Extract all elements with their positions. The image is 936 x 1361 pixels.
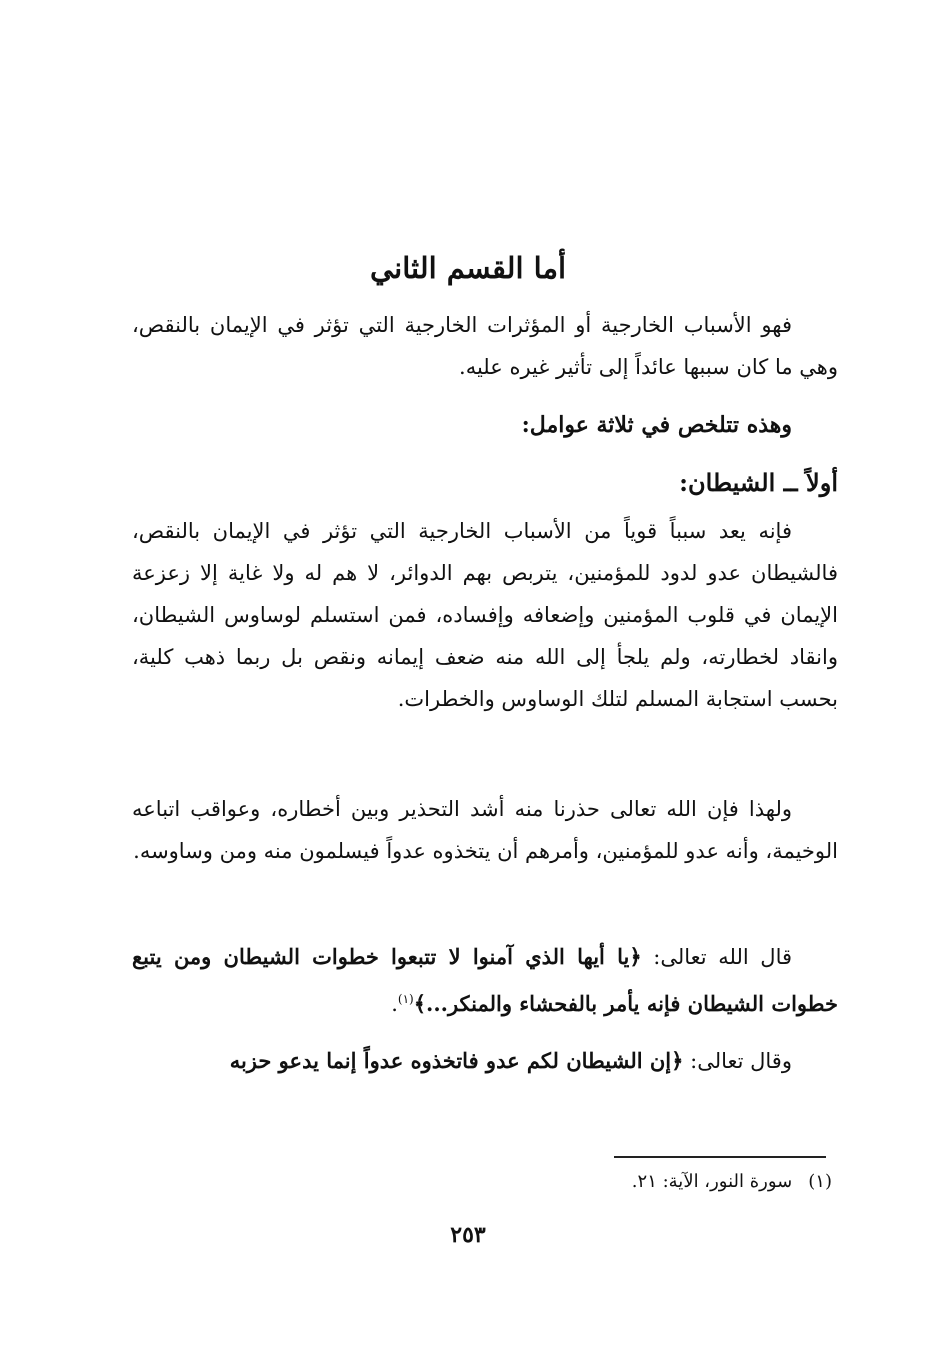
page-number: ٢٥٣ [450, 1222, 486, 1248]
quote-1-verse: ﴿يا أيها الذي آمنوا لا تتبعوا خطوات الشيطان ومن يتبع خطوات الشيطان فإنه يأمر بالفحشاء والمنكر...﴾ [132, 944, 838, 1016]
paragraph-warning [132, 788, 838, 872]
footnote-divider [614, 1156, 826, 1158]
summary-line-text: وهذه تتلخص في ثلاثة عوامل: [521, 412, 792, 438]
quote-2-verse: ﴿إن الشيطان لكم عدو فاتخذوه عدواً إنما يدعو حزبه [229, 1048, 684, 1073]
footnote [632, 1168, 832, 1196]
footnote-reference: (١) [397, 992, 414, 1006]
quote-2-intro: وقال تعالى: [683, 1049, 792, 1073]
footnote-text: سورة النور، الآية: ٢١. [631, 1171, 793, 1192]
paragraph-warning-text: ولهذا فإن الله تعالى حذرنا منه أشد التحذير وبين أخطاره، وعواقب اتباعه الوخيمة، وأنه عدو للمؤمنين، وأمرهم أن يتخذوه عدواً فيسلمون منه ومن وساوسه. [132, 797, 838, 863]
subsection-title: أولاً ــ الشيطان: [679, 468, 838, 497]
section-heading: أما القسم الثاني [369, 251, 567, 285]
quote-1-intro: قال الله تعالى: [641, 945, 792, 969]
intro-paragraph-text: فهو الأسباب الخارجية أو المؤثرات الخارجية التي تؤثر في الإيمان بالنقص، وهي ما كان سببها عائداً إلى تأثير غيره عليه. [132, 313, 838, 379]
paragraph-shaitan [132, 510, 838, 720]
paragraph-shaitan-text: فإنه يعد سبباً قوياً من الأسباب الخارجية التي تؤثر في الإيمان بالنقص، فالشيطان عدو لدود للمؤمنين، يتربص بهم الدوائر، لا هم له ولا غاية إلا زعزعة الإيمان في قلوب المؤمنين وإضعافه وإفساده، فمن استسلم لوساوس الشيطان، وانقاد لخطارته، ولم يلجأ إلى الله منه ضعف إيمانه ونقص بل ربما ذهب كلية، بحسب استجابة المسلم لتلك الوساوس والخطرات. [132, 519, 838, 711]
quran-quote-1 [132, 936, 838, 1025]
quote-1-end: . [391, 992, 398, 1016]
quran-quote-2 [132, 1040, 838, 1082]
footnote-marker: (١) [808, 1171, 832, 1192]
summary-line [132, 404, 838, 446]
intro-paragraph [132, 304, 838, 388]
